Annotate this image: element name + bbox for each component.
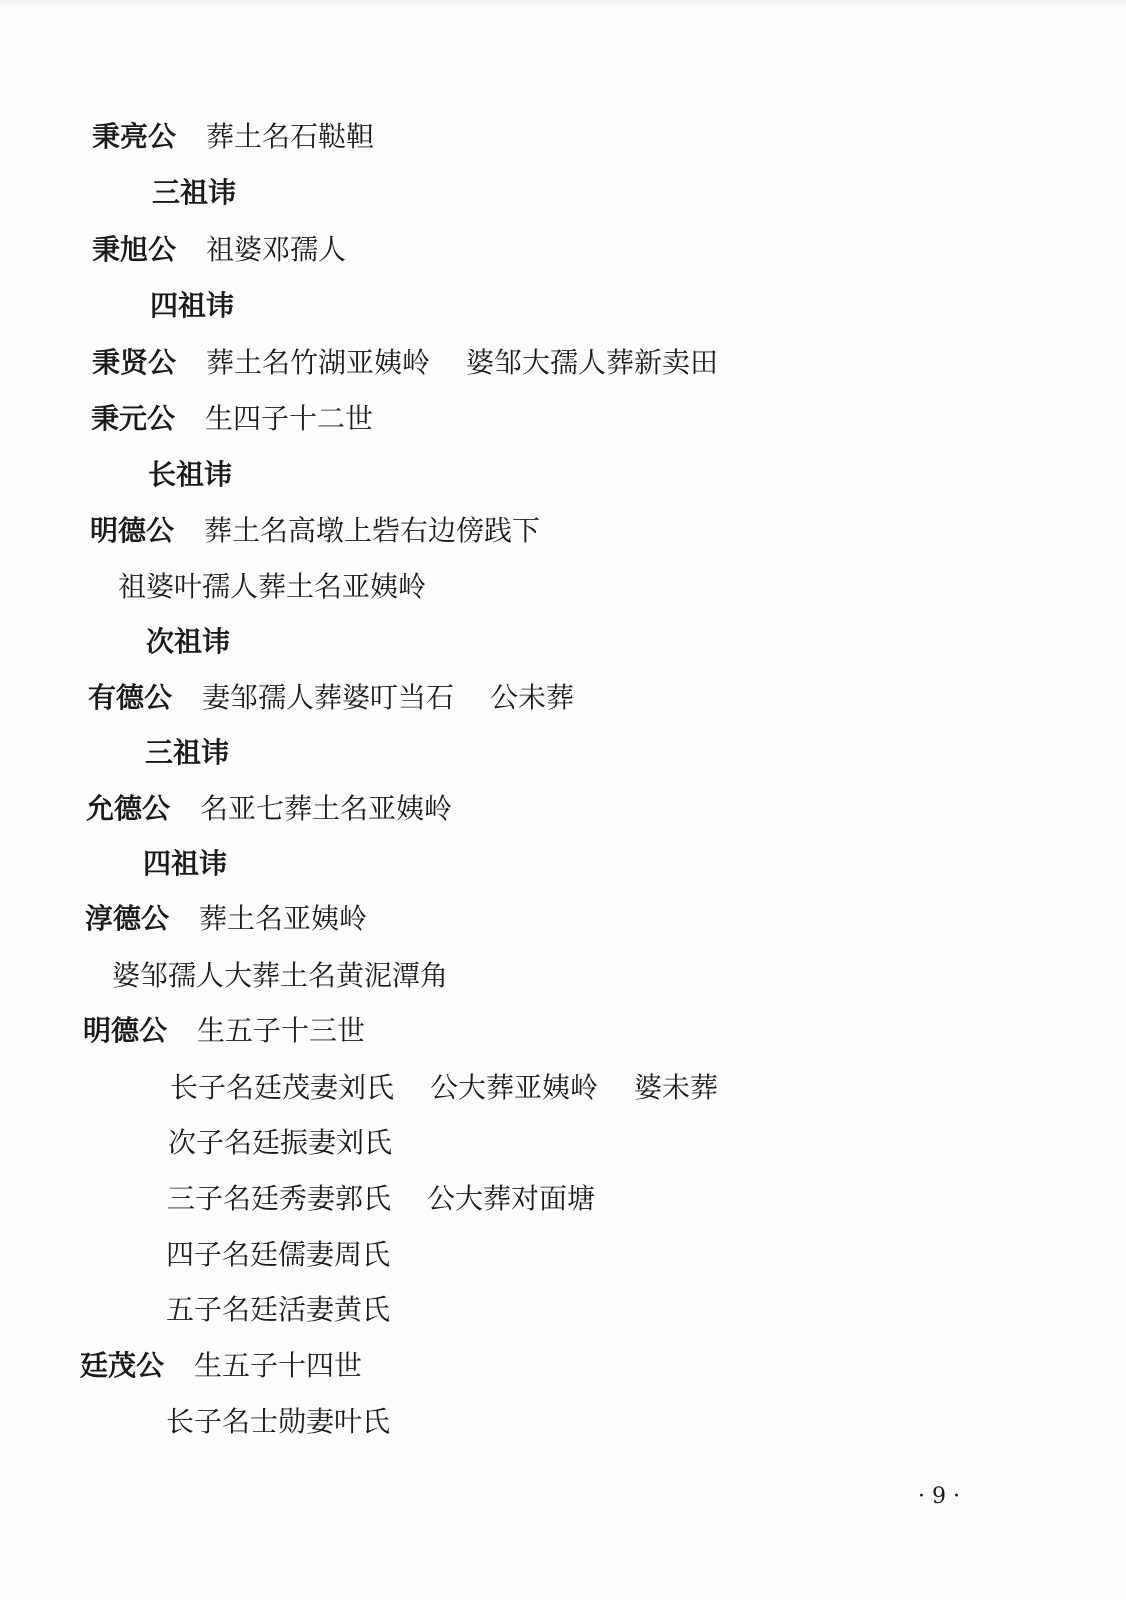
entry-text: 葬土名石鞑靼 [206, 120, 375, 153]
entry-line [88, 681, 574, 715]
entry-text: 葬土名亚姨岭 [199, 902, 368, 935]
entry-text: 长子名廷茂妻刘氏 [170, 1071, 395, 1104]
entry-extra: 公大葬对面塘 [427, 1182, 596, 1215]
entry-line [90, 514, 540, 548]
entry-extra: 公大葬亚姨岭 [430, 1071, 599, 1104]
entry-extra: 公未葬 [490, 681, 575, 714]
ancestor-name: 允德公 [86, 792, 171, 825]
entry-text: 生四子十二世 [205, 402, 374, 435]
ancestor-name: 秉元公 [91, 402, 176, 435]
ancestor-name: 秉旭公 [92, 233, 177, 266]
section-heading: 四祖讳 [150, 289, 235, 322]
entry-line [85, 902, 367, 936]
entry-text: 祖婆邓孺人 [206, 233, 347, 266]
entry-text: 次子名廷振妻刘氏 [168, 1126, 393, 1159]
section-heading: 三祖讳 [145, 736, 230, 769]
section-heading: 四祖讳 [143, 847, 228, 880]
ancestor-name: 明德公 [83, 1014, 168, 1047]
section-heading: 次祖讳 [146, 625, 231, 658]
entry-text: 葬土名竹湖亚姨岭 [206, 346, 431, 379]
entry-line [118, 570, 426, 604]
entry-line [80, 1349, 362, 1383]
entry-extra: 婆未葬 [634, 1071, 719, 1104]
entry-extra: 婆邹大孺人葬新卖田 [466, 346, 719, 379]
entry-text: 长子名士勋妻叶氏 [166, 1405, 391, 1438]
entry-line [92, 120, 374, 154]
entry-text: 祖婆叶孺人葬土名亚姨岭 [118, 570, 427, 603]
entry-line [166, 1238, 390, 1272]
ancestor-name: 明德公 [90, 514, 175, 547]
page-number: · 9 · [918, 1484, 960, 1509]
entry-text: 生五子十三世 [197, 1014, 366, 1047]
entry-text: 生五子十四世 [194, 1349, 363, 1382]
entry-line [166, 1293, 390, 1327]
entry-text: 名亚七葬土名亚姨岭 [200, 792, 453, 825]
ancestor-name: 秉贤公 [92, 346, 177, 379]
scan-top-edge [0, 0, 1126, 10]
entry-text: 四子名廷儒妻周氏 [166, 1238, 391, 1271]
entry-text: 妻邹孺人葬婆叮当石 [202, 681, 455, 714]
entry-line [92, 346, 718, 380]
entry-text: 婆邹孺人大葬土名黄泥潭角 [112, 959, 449, 992]
entry-line [83, 1014, 365, 1048]
entry-text: 葬土名高墩上砦右边傍践下 [204, 514, 541, 547]
entry-line [168, 1126, 392, 1160]
entry-line [91, 402, 373, 436]
ancestor-name: 秉亮公 [92, 120, 177, 153]
entry-text: 三子名廷秀妻郭氏 [167, 1182, 392, 1215]
ancestor-name: 淳德公 [85, 902, 170, 935]
entry-text: 五子名廷活妻黄氏 [166, 1293, 391, 1326]
section-heading: 三祖讳 [152, 176, 237, 209]
ancestor-name: 廷茂公 [80, 1349, 165, 1382]
ancestor-name: 有德公 [88, 681, 173, 714]
entry-line [166, 1405, 390, 1439]
entry-line [112, 959, 448, 993]
entry-line [92, 233, 346, 267]
entry-line [170, 1071, 718, 1105]
entry-line [167, 1182, 595, 1216]
entry-line [86, 792, 452, 826]
section-heading: 长祖讳 [148, 458, 233, 491]
